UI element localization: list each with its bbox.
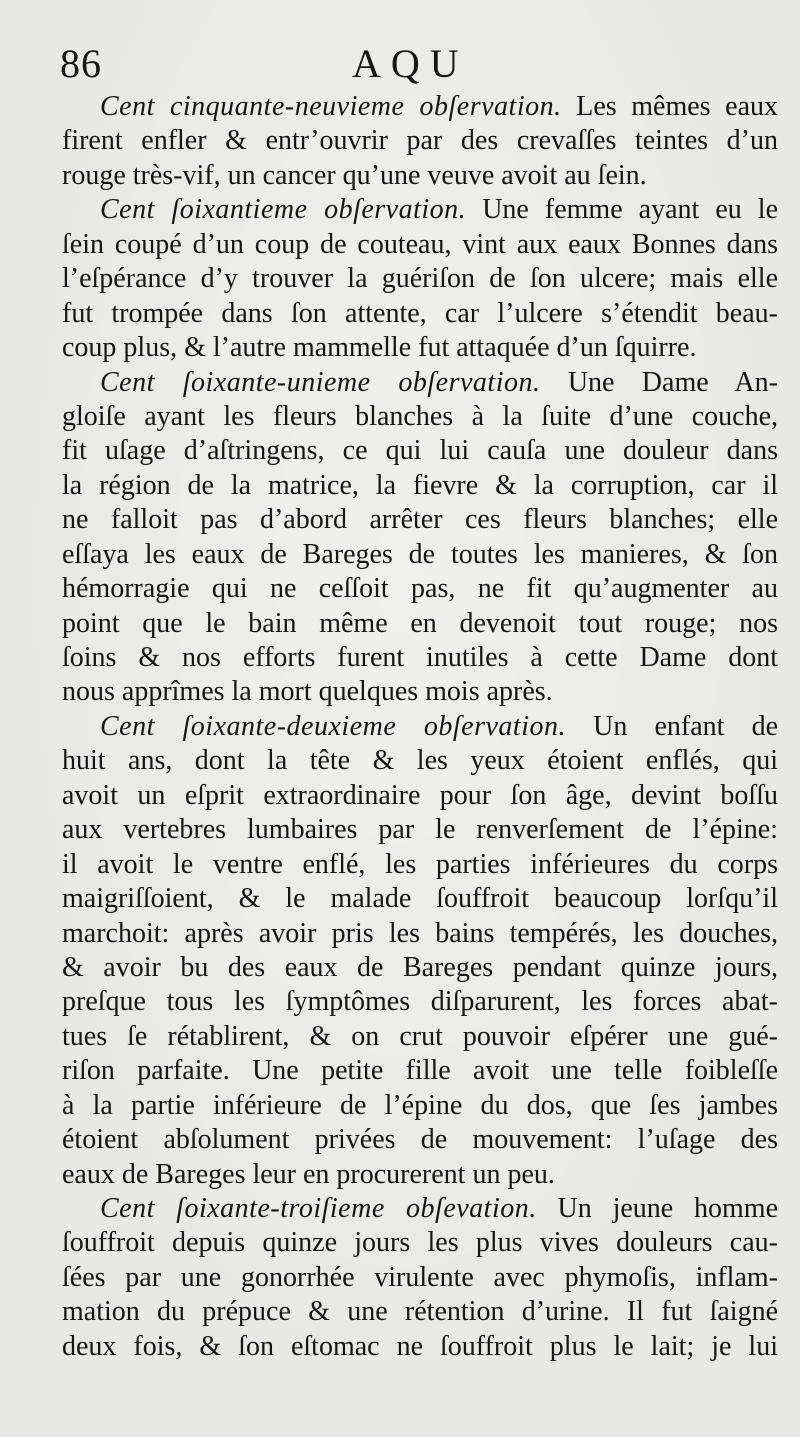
line-text: rouge très-vif, un cancer qu’une veuve avoit au ſein. [62, 159, 647, 191]
observation-title: Cent ſoixante-unieme obſervation. [100, 366, 541, 398]
text-line [62, 882, 778, 916]
line-text: Un jeune homme [536, 1193, 778, 1224]
text-line [62, 607, 778, 641]
line-text: à la partie inférieure de l’épine du dos, que ſes jambes [62, 1089, 778, 1121]
text-line [62, 813, 778, 847]
text-line [62, 503, 778, 537]
observation-heading-line [62, 366, 778, 400]
line-text: gloiſe ayant les fleurs blanches à la ſuite d’une couche, [62, 400, 778, 432]
text-line [62, 1158, 778, 1192]
page-number: 86 [60, 41, 102, 86]
text-line [62, 1295, 778, 1329]
text-line [62, 1123, 778, 1157]
line-text: ſées par une gonorrhée virulente avec phymoſis, inflam- [62, 1261, 778, 1293]
line-text: l’eſpérance d’y trouver la guériſon de ſon ulcere; mais elle [62, 263, 778, 295]
line-text: la région de la matrice, la fievre & la corruption, car il [62, 469, 778, 501]
line-text: ſoins & nos efforts furent inutiles à cette Dame dont [62, 642, 778, 673]
text-line [62, 1330, 778, 1364]
observation-heading-line [62, 193, 778, 227]
observation-heading-line [62, 90, 778, 124]
text-line [62, 262, 778, 296]
observation-title: Cent ſoixante-troiſieme obſevation. [100, 1193, 537, 1224]
line-text: fut trompée dans ſon attente, car l’ulcere s’étendit beau- [62, 297, 778, 329]
observation-heading-line [62, 710, 778, 744]
text-line [62, 641, 778, 675]
line-text: mation du prépuce & une rétention d’urine. Il fut ſaigné [62, 1296, 778, 1328]
text-line [62, 744, 778, 778]
text-line [62, 951, 778, 985]
line-text: Une Dame An- [540, 366, 778, 398]
text-line [62, 538, 778, 572]
line-text: aux vertebres lumbaires par le renverſement de l’épine: [62, 814, 778, 846]
observation-title: Cent ſoixantieme obſervation. [100, 194, 467, 226]
line-text: ſein coupé d’un coup de couteau, vint aux eaux Bonnes dans [62, 228, 778, 260]
observation-title: Cent ſoixante-deuxieme obſervation. [100, 710, 566, 742]
text-line [62, 985, 778, 1019]
text-line [62, 228, 778, 262]
line-text: riſon parfaite. Une petite fille avoit une telle foibleſſe [62, 1055, 778, 1087]
line-text: eaux de Bareges leur en procurerent un peu. [62, 1158, 555, 1190]
line-text: deux fois, & ſon eſtomac ne ſouffroit plus le lait; je lui [62, 1330, 778, 1362]
line-text: étoient abſolument privées de mouvement: l’uſage des [62, 1124, 778, 1156]
text-line [62, 848, 778, 882]
text-line [62, 779, 778, 813]
running-head [0, 40, 800, 90]
line-text: point que le bain même en devenoit tout rouge; nos [62, 607, 778, 639]
text-line [62, 675, 778, 709]
observation-heading-line [62, 1192, 778, 1226]
line-text: avoit un eſprit extraordinaire pour ſon âge, devint boſſu [62, 779, 778, 811]
line-text: coup plus, & l’autre mammelle fut attaquée d’un ſquirre. [62, 332, 697, 364]
line-text: eſſaya les eaux de Bareges de toutes les manieres, & ſon [62, 538, 778, 570]
text-line [62, 572, 778, 606]
text-line [62, 917, 778, 951]
line-text: fit uſage d’aſtringens, ce qui lui cauſa une douleur dans [62, 435, 778, 467]
text-line [62, 469, 778, 503]
text-line [62, 1054, 778, 1088]
text-line [62, 1226, 778, 1260]
line-text: huit ans, dont la tête & les yeux étoient enflés, qui [62, 745, 778, 777]
line-text: marchoit: après avoir pris les bains tempérés, les douches, [62, 917, 778, 949]
line-text: Un enfant de [565, 710, 778, 742]
text-line [62, 1089, 778, 1123]
line-text: firent enfler & entr’ouvrir par des crevaſſes teintes d’un [62, 125, 778, 157]
text-line [62, 331, 778, 365]
text-line [62, 124, 778, 158]
line-text: maigriſſoient, & le malade ſouffroit beaucoup lorſqu’il [62, 883, 778, 915]
line-text: hémorragie qui ne ceſſoit pas, ne fit qu’augmenter au [62, 573, 778, 605]
line-text: il avoit le ventre enflé, les parties inférieures du corps [62, 848, 778, 880]
text-line [62, 434, 778, 468]
line-text: ſouffroit depuis quinze jours les plus vives douleurs cau- [62, 1227, 778, 1259]
observation-title: Cent cinquante-neuvieme obſervation. [100, 91, 562, 122]
text-line [62, 159, 778, 193]
line-text: ne falloit pas d’abord arrêter ces fleurs blanches; elle [62, 504, 778, 536]
line-text: tues ſe rétablirent, & on crut pouvoir eſpérer une gué- [62, 1020, 778, 1052]
body-text [62, 90, 778, 1364]
text-line [62, 400, 778, 434]
running-title: AQU [352, 41, 469, 86]
text-line [62, 297, 778, 331]
text-line [62, 1020, 778, 1054]
line-text: Une femme ayant eu le [466, 194, 778, 226]
text-line [62, 1261, 778, 1295]
line-text: & avoir bu des eaux de Bareges pendant quinze jours, [62, 951, 778, 983]
line-text: preſque tous les ſymptômes diſparurent, les forces abat- [62, 986, 778, 1018]
line-text: nous apprîmes la mort quelques mois après. [62, 676, 553, 708]
line-text: Les mêmes eaux [561, 91, 778, 122]
